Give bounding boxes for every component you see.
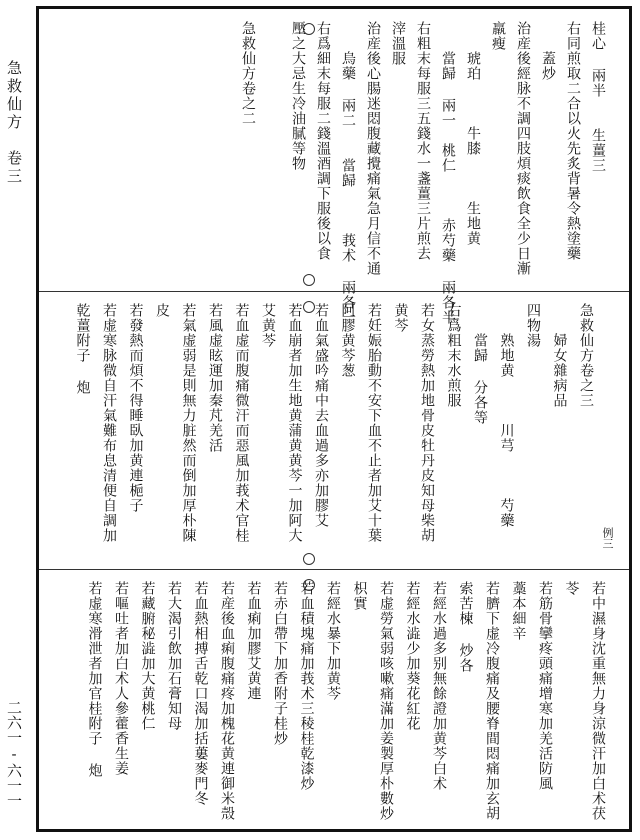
text-column: 若血氣盛吟痛中去血過多亦加膠艾: [313, 303, 329, 528]
text-column: 當歸 兩一 桃仁 赤芍藥 兩各半: [440, 21, 456, 325]
text-column: 右爲細末每服二錢溫酒調下服後以食: [315, 21, 331, 261]
text-column: 治産後經脉不調四肢煩痰飲食全少日漸: [515, 21, 531, 276]
text-column: 若虚勞氣弱咳嗽痛滿加姜製厚朴數炒: [378, 581, 394, 821]
text-column: 四物湯: [525, 303, 541, 348]
text-column: 熟地黄 川芎 芍藥: [498, 303, 515, 528]
text-column: 琥珀 牛膝 生地黄: [465, 21, 481, 246]
text-column: 藁本細辛: [510, 581, 527, 641]
text-column: 急救仙方卷之二: [240, 21, 256, 126]
text-column: 若經水過多别無餘證加黄芩白术: [431, 581, 447, 791]
text-column: 若血痢加膠艾黄連: [245, 581, 262, 701]
text-column: 滓溫服: [390, 21, 406, 66]
margin-book-title: 急救仙方 卷三: [5, 60, 23, 186]
text-column: 若産後血痢腹痛疼加槐花黄連御米殼: [219, 581, 235, 821]
page-frame: [36, 6, 632, 832]
text-column: 若經水暴下加黄芩: [325, 581, 341, 701]
text-column: 枳實: [351, 581, 368, 611]
text-column: 當歸 分各等: [472, 303, 488, 425]
text-column: 羸瘦: [490, 21, 506, 51]
text-column: 若虚寒脉微自汗氣難布息清便自調加: [101, 303, 117, 543]
text-column: 黄芩: [392, 303, 409, 333]
text-column: 阿膠黄芩葱: [339, 303, 356, 378]
text-column: 若氣虚弱是則無力脏然而倒加厚朴陳: [180, 303, 197, 543]
text-column: 右粗末每服三五錢水一盞薑三片煎去: [415, 21, 431, 261]
text-column: 桂心 兩半 生薑三: [590, 21, 606, 173]
text-column: 若風虚眩運加秦芃羌活: [207, 303, 223, 453]
text-column: 若中濕身沈重無力身涼微汗加白术茯: [590, 581, 606, 821]
text-column: 若嘔吐者加白术人參藿香生姜: [113, 581, 129, 776]
text-column: 若女蒸勞熱加地骨皮牡丹皮知母柴胡: [419, 303, 435, 543]
text-column: 若大渴引飲加石膏知母: [166, 581, 182, 731]
text-column: 若赤白帶下加香附子桂炒: [272, 581, 288, 746]
text-column: 乾薑附子 炮: [74, 303, 91, 395]
panel-lower: [39, 569, 629, 831]
section-side-mark: 例三: [601, 527, 614, 549]
text-column: 烏藥 兩二 當歸 莪术 兩各一: [340, 21, 356, 325]
text-column: 若藏腑秘澁加大黄桃仁: [139, 581, 156, 731]
text-column: 艾黄芩: [260, 303, 276, 348]
text-column: 若發熱而煩不得睡臥加黄連梔子: [127, 303, 144, 513]
text-column: 蓋炒: [540, 21, 556, 81]
text-column: 若虚寒滑泄者加官桂附子 炮: [86, 581, 103, 778]
text-column: 婦女雜病品: [551, 303, 568, 408]
text-column: 皮: [154, 303, 170, 318]
text-column: 若筋骨攣疼頭痛增寒加羌活防風: [537, 581, 553, 791]
text-column: 若妊娠胎動不安下血不止者加艾十葉: [366, 303, 382, 543]
text-column: 右爲粗末水煎服: [445, 303, 462, 408]
text-column: 壓之大忌生冷油膩等物: [290, 21, 306, 171]
margin-page-number: 二六一-六一一: [5, 700, 23, 808]
text-column: 右同煎取二合以火先炙背暑令熱塗藥: [565, 21, 581, 261]
text-column: 若血熱相搏舌乾口渴加括蔞麥門冬: [192, 581, 209, 806]
panel-middle: [39, 291, 629, 570]
text-column: 若臍下虚冷腹痛及腰脊間悶痛加玄胡: [484, 581, 500, 821]
text-column: 若血崩者加生地黄蒲黄黄芩一加阿大: [286, 303, 303, 543]
text-column: 若血虚而腹痛微汗而惡風加莪术官桂: [233, 303, 250, 543]
text-column: 急救仙方卷之三: [578, 303, 594, 408]
circle-mark: [303, 553, 315, 565]
text-column: 治産後心腸迷悶腹藏攪痛氣急月信不通: [365, 21, 381, 276]
text-column: 若血積塊痛加莪术三稜桂乾漆炒: [298, 581, 315, 791]
text-column: 苓: [563, 581, 580, 596]
text-column: 若經水澁少加葵花紅花: [404, 581, 421, 731]
circle-mark: [303, 274, 315, 286]
text-column: 索苦楝 炒各: [457, 581, 474, 673]
